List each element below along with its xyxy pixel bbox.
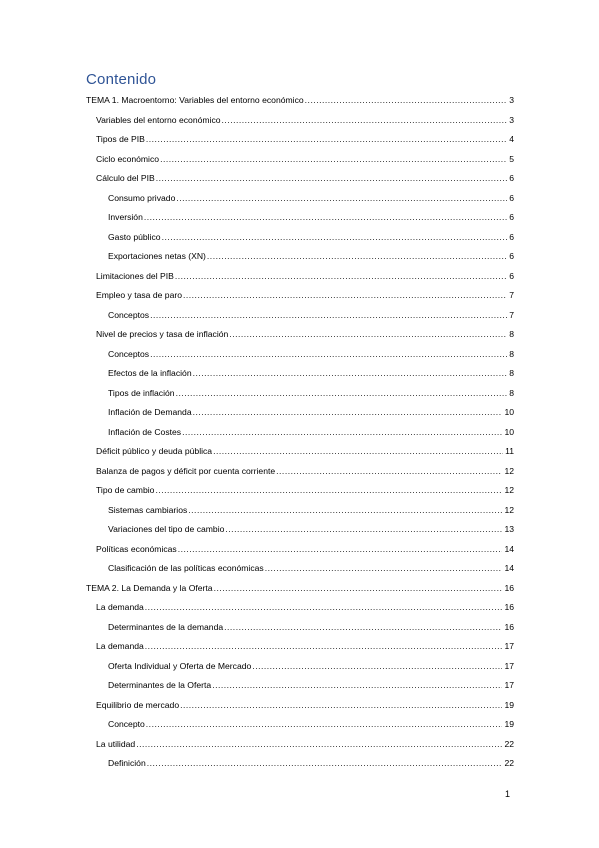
toc-entry-label: Inversión [108, 212, 143, 222]
toc-entry-label: Gasto público [108, 231, 161, 242]
toc-leader-dots [147, 757, 503, 769]
toc-entry-label: La demanda [96, 602, 144, 612]
toc-entry[interactable] [108, 211, 514, 223]
toc-entry[interactable] [108, 504, 514, 516]
toc-entry[interactable] [86, 94, 514, 106]
toc-leader-dots [146, 718, 503, 730]
toc-entry[interactable] [96, 172, 514, 184]
toc-entry-label: Conceptos [108, 309, 150, 320]
toc-entry[interactable] [96, 114, 514, 126]
toc-entry-page: 6 [509, 173, 514, 183]
toc-leader-dots [175, 270, 507, 282]
toc-entry-page: 12 [504, 485, 514, 495]
toc-leader-dots [193, 367, 508, 379]
toc-entry[interactable] [108, 679, 514, 691]
toc-entry[interactable] [108, 718, 514, 730]
toc-entry-label: Déficit público y deuda pública [96, 446, 213, 456]
toc-entry-page: 16 [504, 602, 514, 612]
toc-leader-dots [252, 660, 502, 672]
toc-entry-label: La utilidad [96, 738, 136, 749]
toc-entry-page: 22 [504, 738, 514, 749]
toc-leader-dots [212, 679, 502, 691]
toc-entry-label: Variables del entorno económico [96, 114, 221, 125]
toc-entry-page: 5 [509, 153, 514, 164]
toc-leader-dots [145, 601, 503, 613]
toc-entry-label: TEMA 1. Macroentorno: Variables del entorno económico [86, 95, 304, 105]
toc-entry-page: 14 [504, 543, 514, 554]
toc-leader-dots [213, 445, 503, 457]
toc-entry-page: 17 [504, 680, 514, 690]
toc-title: Contenido [86, 71, 157, 88]
toc-leader-dots [160, 153, 507, 165]
toc-entry[interactable] [108, 348, 514, 360]
toc-entry[interactable] [108, 309, 514, 321]
toc-entry-page: 22 [504, 758, 514, 768]
toc-entry-label: Concepto [108, 719, 145, 729]
toc-entry[interactable] [96, 640, 514, 652]
toc-leader-dots [176, 192, 507, 204]
toc-entry-page: 7 [509, 290, 514, 300]
toc-entry[interactable] [96, 270, 514, 282]
toc-leader-dots [176, 387, 508, 399]
toc-leader-dots [150, 348, 507, 360]
toc-leader-dots [183, 289, 507, 301]
toc-entry-page: 13 [504, 524, 514, 534]
toc-leader-dots [265, 562, 503, 574]
toc-entry-page: 19 [504, 719, 514, 729]
toc-entry-page: 8 [509, 329, 514, 339]
toc-leader-dots [222, 114, 508, 126]
toc-entry-page: 6 [509, 192, 514, 203]
toc-leader-dots [229, 328, 507, 340]
toc-entry[interactable] [108, 192, 514, 204]
toc-leader-dots [155, 484, 502, 496]
toc-entry-label: La demanda [96, 641, 144, 651]
toc-entry[interactable] [96, 328, 514, 340]
toc-entry-page: 8 [509, 387, 514, 398]
toc-entry-label: Políticas económicas [96, 543, 177, 554]
toc-entry[interactable] [96, 601, 514, 613]
toc-entry-label: Exportaciones netas (XN) [108, 251, 206, 261]
toc-entry-label: Cálculo del PIB [96, 173, 155, 183]
toc-entry[interactable] [96, 543, 514, 555]
toc-leader-dots [225, 523, 502, 535]
toc-leader-dots [276, 465, 502, 477]
toc-leader-dots [207, 250, 507, 262]
toc-entry[interactable] [96, 738, 514, 750]
toc-entry-label: Determinantes de la Oferta [108, 680, 212, 690]
toc-leader-dots [188, 504, 502, 516]
toc-entry-label: Ciclo económico [96, 153, 160, 164]
toc-leader-dots [136, 738, 502, 750]
toc-entry-label: Inflación de Costes [108, 426, 182, 437]
toc-entry-label: Clasificación de las políticas económicas [108, 563, 264, 573]
toc-entry-page: 17 [504, 641, 514, 651]
toc-entry-page: 10 [504, 426, 514, 437]
toc-entry-label: Limitaciones del PIB [96, 270, 174, 281]
toc-entry-page: 7 [509, 309, 514, 320]
toc-leader-dots [224, 621, 502, 633]
toc-entry-page: 8 [509, 368, 514, 378]
toc-leader-dots [146, 133, 507, 145]
toc-entry-page: 12 [504, 465, 514, 476]
toc-entry[interactable] [108, 562, 514, 574]
toc-entry-label: Sistemas cambiarios [108, 504, 188, 515]
toc-entry-label: Consumo privado [108, 192, 176, 203]
toc-entry-page: 16 [504, 582, 514, 593]
toc-entry[interactable] [108, 523, 514, 535]
toc-entry[interactable] [96, 133, 514, 145]
toc-entry-page: 12 [504, 504, 514, 515]
toc-entry-page: 10 [504, 407, 514, 417]
toc-entry-page: 3 [509, 114, 514, 125]
toc-entry[interactable] [108, 387, 514, 399]
toc-entry-label: Tipos de inflación [108, 387, 175, 398]
toc-entry-page: 8 [509, 348, 514, 359]
toc-entry[interactable] [96, 445, 514, 457]
toc-entry[interactable] [108, 231, 514, 243]
toc-entry-label: Efectos de la inflación [108, 368, 192, 378]
toc-entry-label: Conceptos [108, 348, 150, 359]
toc-entry[interactable] [108, 660, 514, 672]
toc-leader-dots [145, 640, 503, 652]
toc-leader-dots [178, 543, 503, 555]
toc-entry-page: 16 [504, 621, 514, 632]
toc-entry[interactable] [96, 289, 514, 301]
toc-entry[interactable] [108, 250, 514, 262]
toc-entry[interactable] [96, 153, 514, 165]
toc-leader-dots [144, 211, 507, 223]
toc-entry-label: Tipos de PIB [96, 134, 145, 144]
toc-entry-label: Balanza de pagos y déficit por cuenta corriente [96, 465, 276, 476]
toc-entry[interactable] [108, 757, 514, 769]
toc-entry[interactable] [108, 426, 514, 438]
toc-entry-page: 19 [504, 699, 514, 710]
toc-entry-label: TEMA 2. La Demanda y la Oferta [86, 582, 213, 593]
toc-leader-dots [214, 582, 503, 594]
toc-entry-page: 3 [509, 95, 514, 105]
toc-entry-label: Determinantes de la demanda [108, 621, 224, 632]
toc-entry-page: 17 [504, 660, 514, 671]
toc-entry[interactable] [96, 484, 514, 496]
toc-entry-label: Oferta Individual y Oferta de Mercado [108, 660, 252, 671]
toc-entry-page: 6 [509, 212, 514, 222]
toc-entry-page: 11 [505, 446, 514, 456]
toc-entry-page: 6 [509, 251, 514, 261]
toc-entry-page: 14 [504, 563, 514, 573]
toc-entry-page: 6 [509, 270, 514, 281]
toc-entry-page: 6 [509, 231, 514, 242]
toc-leader-dots [162, 231, 508, 243]
toc-entry[interactable] [96, 465, 514, 477]
toc-entry-label: Variaciones del tipo de cambio [108, 524, 225, 534]
toc-entry[interactable] [108, 621, 514, 633]
toc-entry[interactable] [108, 367, 514, 379]
toc-entry-label: Inflación de Demanda [108, 407, 192, 417]
toc-leader-dots [150, 309, 507, 321]
toc-entry-label: Equilibrio de mercado [96, 699, 180, 710]
toc-leader-dots [180, 699, 502, 711]
toc-entry-page: 4 [509, 134, 514, 144]
toc-leader-dots [156, 172, 507, 184]
toc-entry-label: Nivel de precios y tasa de inflación [96, 329, 229, 339]
toc-leader-dots [182, 426, 502, 438]
toc-entry-label: Empleo y tasa de paro [96, 290, 182, 300]
toc-entry[interactable] [86, 582, 514, 594]
toc-leader-dots [305, 94, 508, 106]
page-number: 1 [505, 789, 511, 799]
toc-entry[interactable] [96, 699, 514, 711]
toc-entry-label: Tipo de cambio [96, 485, 155, 495]
toc-leader-dots [193, 406, 503, 418]
toc-entry[interactable] [108, 406, 514, 418]
toc-entry-label: Definición [108, 758, 146, 768]
